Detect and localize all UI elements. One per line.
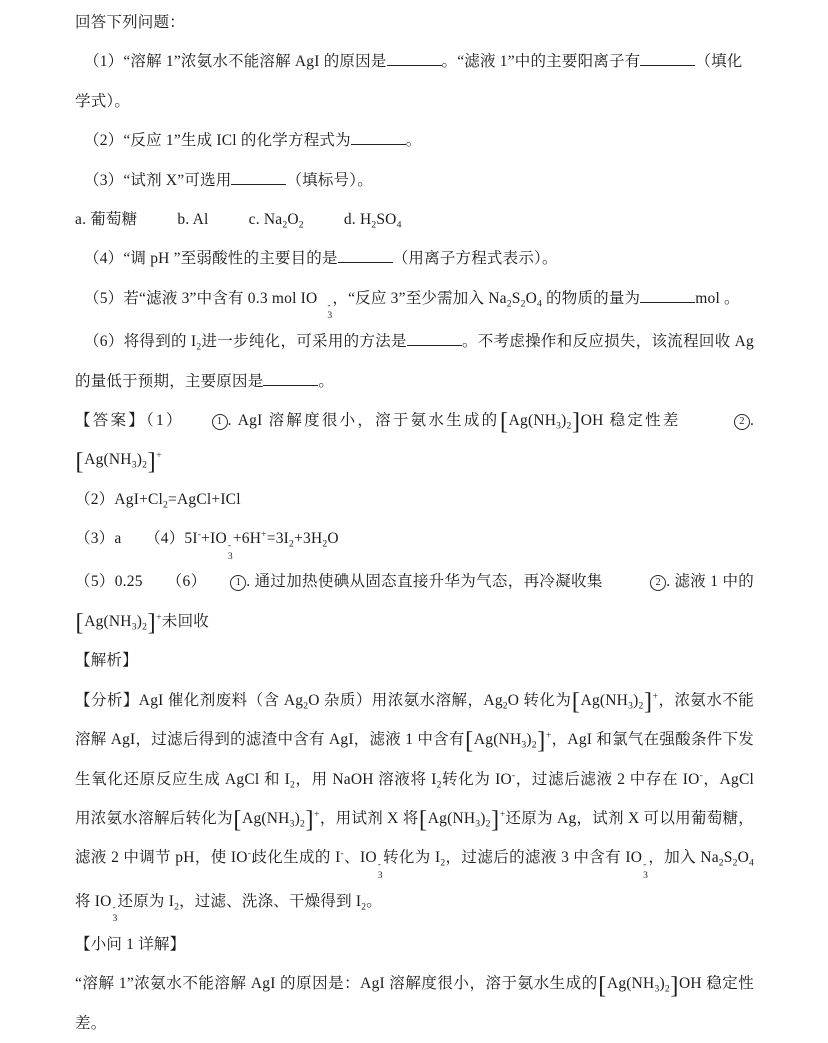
question-2: （2）“反应 1”生成 ICl 的化学方程式为 。: [75, 121, 754, 160]
answer-blank: [231, 169, 286, 185]
options-row: [75, 200, 754, 239]
bracket-close: ]: [147, 448, 156, 475]
question-4: （4）“调 pH ”至弱酸性的主要目的是 （用离子方程式表示）。: [75, 239, 754, 278]
bracket-close: ]: [147, 610, 156, 637]
option-c: c. $Na_2O_2$: [248, 211, 304, 231]
bracket-open: [: [499, 409, 509, 436]
circled-number-1: 1: [230, 575, 246, 591]
bracket-close: ]: [491, 807, 500, 834]
option-a: a. 葡萄糖: [75, 211, 138, 229]
sub-sup-stack: - 3: [643, 859, 649, 881]
subquestion-1-body: “溶解 1”浓氨水不能溶解 AgI 的原因是：AgI 溶解度很小，溶于氨水生成的$[Ag(NH_3)_2]OH$ 稳定性差。: [75, 972, 754, 1032]
answer-blank: [351, 130, 406, 146]
bracket-close: ]: [537, 728, 546, 755]
sub-sup-stack: - 3: [327, 299, 333, 322]
analysis-body: 【分析】AgI 催化剂废料（含 $Ag_2O$ 杂质）用浓氨水溶解，$Ag_2O$ 转化为$[Ag(NH_3)_2]^+$，浓氨水不能溶解 AgI，过滤后得到的滤渣中含有 AgI，滤液 1 中含有$[Ag(NH_3)_2]^+$，AgI 和氯气在强酸条件下发生氧化还原反应生成 AgCl 和 $I_2$，用 NaOH 溶液将 $I_2$转化为 IO-，过滤后滤液 2 中存在 IO-，AgCl 用浓氨水溶解后转化为$[Ag(NH_3)_2]^+$，用试剂 X 将$[Ag(NH_3)_2]^+$还原为 Ag，试剂 X 可以用葡萄糖，滤液 2 中调节 pH，使 IO-歧化生成的 I-、IO - 3 转化为 $I_2$，过滤后的滤液 3 中含有 IO - 3 ，加入 $Na_2S_2O_4$将 IO - 3 还原为 $I_2$，过滤、洗涤、干燥得到 $I_2$。: [75, 689, 755, 925]
option-b: b. Al: [177, 211, 209, 229]
bracket-close: ]: [643, 689, 653, 715]
analysis-header: 【解析】: [75, 652, 138, 670]
bracket-close: ]: [305, 807, 314, 834]
answer-blank: [407, 330, 462, 346]
bracket-close: ]: [670, 972, 679, 999]
answer-parts-5-6: （5）0.25 （6） 1 . 通过加热使碘从固态直接升华为气态，再冷凝收集 2 . 滤液 1 中的$[Ag(NH_3)_2]^+$未回收: [75, 573, 754, 637]
intro-line: 回答下列问题：: [75, 14, 185, 31]
question-1: （1）“溶解 1”浓氨水不能溶解 AgI 的原因是 。“滤液 1”中的主要阳离子有 （填化学式）。: [75, 42, 754, 121]
bracket-open: [: [465, 728, 474, 755]
circled-number-1: 1: [212, 414, 228, 430]
circled-number-2: 2: [734, 414, 750, 430]
option-d: d. $H_2SO_4$: [343, 211, 402, 231]
answer-blank: [263, 370, 318, 386]
answer-blank: [338, 248, 393, 264]
answer-parts-3-4: （3）a （4）5I-+IO - 3 $+6H^+=3I_2+3H_2O$: [75, 529, 339, 562]
bracket-open: [: [233, 807, 242, 834]
question-6: （6）将得到的 $I_2$进一步纯化，可采用的方法是 。不考虑操作和反应损失，该流程回收 Ag 的量低于预期，主要原因是 。: [75, 322, 754, 401]
sub-sup-stack: - 3: [227, 539, 233, 562]
bracket-open: [: [571, 689, 581, 715]
bracket-close: ]: [572, 409, 581, 436]
bracket-open: [: [419, 807, 428, 834]
answer-part-2: $(2)AgI+Cl_2=AgCl+ICl$: [75, 490, 241, 511]
answer-blank: [640, 287, 695, 303]
bracket-open: [: [75, 448, 84, 475]
circled-number-2: 2: [650, 575, 666, 591]
answer-part-1: 【答案】（1） 1 . AgI 溶解度很小，溶于氨水生成的$[Ag(NH_3)_2]OH$ 稳定性差 2 . $[Ag(NH_3)_2]^+$: [75, 409, 755, 475]
bracket-open: [: [75, 610, 84, 637]
question-3: （3）“试剂 X”可选用 （填标号）。: [75, 161, 754, 200]
sub-sup-stack: - 3: [377, 859, 383, 881]
subquestion-1-header: 【小问 1 详解】: [75, 935, 186, 953]
answer-blank: [387, 51, 442, 67]
answer-blank: [640, 51, 695, 67]
question-5: （5）若“滤液 3”中含有 0.3 mol IO - 3 ，“反应 3”至少需加入 $Na_2S_2O_4$ 的物质的量为 mol 。: [75, 279, 754, 322]
sub-sup-stack: - 3: [112, 902, 118, 925]
bracket-open: [: [598, 972, 607, 999]
